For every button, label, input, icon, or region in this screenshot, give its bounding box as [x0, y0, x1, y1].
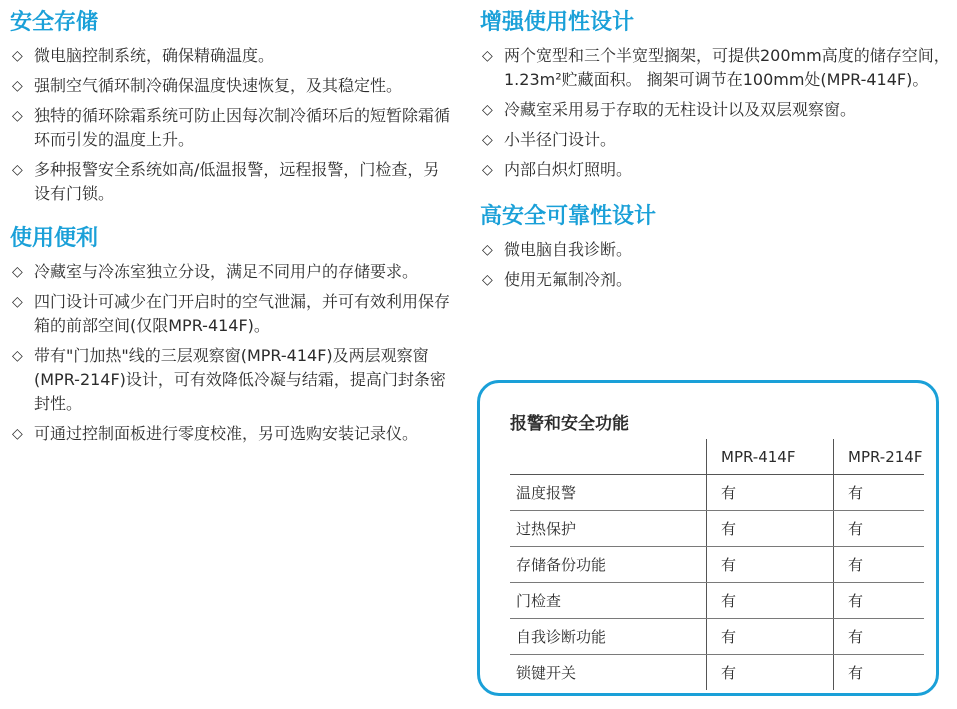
convenience-list: [10, 260, 455, 446]
list-item-text: 使用无氟制冷剂。: [504, 270, 633, 289]
table-row: [510, 655, 924, 691]
list-item-text: 冷藏室采用易于存取的无柱设计以及双层观察窗。: [504, 100, 857, 119]
table-row: [510, 547, 924, 583]
table-cell: 有: [834, 475, 925, 511]
right-column: [480, 0, 950, 298]
list-item-text: 微电脑自我诊断。: [504, 240, 633, 259]
section-title-convenience: 使用便利: [10, 226, 99, 251]
reliability-list: [480, 238, 950, 292]
section-title-reliability: 高安全可靠性设计: [480, 204, 657, 229]
list-item-text: 冷藏室与冷冻室独立分设，满足不同用户的存储要求。: [34, 262, 419, 281]
table-row: [510, 475, 924, 511]
list-item: [480, 44, 950, 92]
list-item: [480, 238, 950, 262]
table-cell: 有: [834, 511, 925, 547]
diamond-bullet-icon: ◇: [482, 102, 493, 118]
list-item: [10, 104, 455, 152]
safe-storage-list: [10, 44, 455, 206]
table-cell: 温度报警: [510, 475, 707, 511]
diamond-bullet-icon: ◇: [12, 294, 23, 310]
list-item-text: 多种报警安全系统如高/低温报警，远程报警，门检查，另设有门锁。: [34, 160, 440, 203]
list-item: [10, 422, 455, 446]
table-cell: 锁键开关: [516, 664, 577, 682]
list-item: [480, 158, 950, 182]
table-row: [510, 583, 924, 619]
diamond-bullet-icon: ◇: [482, 242, 493, 258]
table-cell: 存储备份功能: [510, 547, 707, 583]
diamond-bullet-icon: ◇: [12, 108, 23, 124]
table-cell: 有: [707, 475, 834, 511]
diamond-bullet-icon: ◇: [12, 426, 23, 442]
diamond-bullet-icon: ◇: [12, 48, 23, 64]
list-item-text: 四门设计可减少在门开启时的空气泄漏，并可有效利用保存箱的前部空间(仅限MPR-414F)。: [34, 292, 451, 335]
table-cell: 自我诊断功能: [510, 619, 707, 655]
alarm-safety-card: [477, 380, 939, 696]
diamond-bullet-icon: ◇: [12, 348, 23, 364]
list-item: [10, 290, 455, 338]
diamond-bullet-icon: ◇: [12, 78, 23, 94]
features-table: [510, 439, 924, 690]
diamond-bullet-icon: ◇: [482, 162, 493, 178]
list-item-text: 强制空气循环制冷确保温度快速恢复，及其稳定性。: [34, 76, 403, 95]
table-cell: 有: [707, 655, 834, 691]
card-title: 报警和安全功能: [510, 414, 629, 434]
list-item: [10, 344, 455, 416]
diamond-bullet-icon: ◇: [12, 162, 23, 178]
table-header-row: [510, 439, 924, 475]
diamond-bullet-icon: ◇: [482, 48, 493, 64]
table-cell: 有: [834, 619, 925, 655]
table-header-cell: [510, 439, 707, 475]
list-item-text: 内部白炽灯照明。: [504, 160, 633, 179]
table-cell: 有: [707, 583, 834, 619]
table-cell: 有: [834, 547, 925, 583]
table-row: [510, 619, 924, 655]
diamond-bullet-icon: ◇: [482, 132, 493, 148]
left-column: [10, 0, 455, 452]
usability-list: [480, 44, 950, 182]
list-item-text: 小半径门设计。: [504, 130, 617, 149]
table-cell: 有: [707, 619, 834, 655]
table-cell: 有: [707, 547, 834, 583]
table-header-cell: MPR-414F: [707, 439, 834, 475]
diamond-bullet-icon: ◇: [482, 272, 493, 288]
list-item: [10, 44, 455, 68]
list-item: [480, 98, 950, 122]
list-item: [480, 128, 950, 152]
table-row: [510, 511, 924, 547]
diamond-bullet-icon: ◇: [12, 264, 23, 280]
table-cell: 有: [707, 511, 834, 547]
list-item: [10, 260, 455, 284]
list-item: [10, 74, 455, 98]
list-item: [480, 268, 950, 292]
list-item-text: 微电脑控制系统，确保精确温度。: [34, 46, 275, 65]
table-cell: 门检查: [510, 583, 707, 619]
list-item-text: 带有"门加热"线的三层观察窗(MPR-414F)及两层观察窗(MPR-214F)设计，可有效降低冷凝与结霜，提高门封条密封性。: [34, 346, 446, 413]
section-title-usability: 增强使用性设计: [480, 10, 635, 35]
list-item: [10, 158, 455, 206]
list-item-text: 可通过控制面板进行零度校准，另可选购安装记录仪。: [34, 424, 419, 443]
table-header-cell: MPR-214F: [834, 439, 925, 475]
table-cell: 有: [834, 583, 925, 619]
table-cell: 过热保护: [510, 511, 707, 547]
table-cell: 有: [834, 655, 925, 691]
section-title-safe-storage: 安全存储: [10, 10, 99, 35]
list-item-text: 独特的循环除霜系统可防止因每次制冷循环后的短暂除霜循环而引发的温度上升。: [34, 106, 451, 149]
list-item-text: 两个宽型和三个半宽型搁架，可提供200mm高度的储存空间，1.23m²贮藏面积。 搁架可调节在100mm处(MPR-414F)。: [504, 46, 950, 89]
